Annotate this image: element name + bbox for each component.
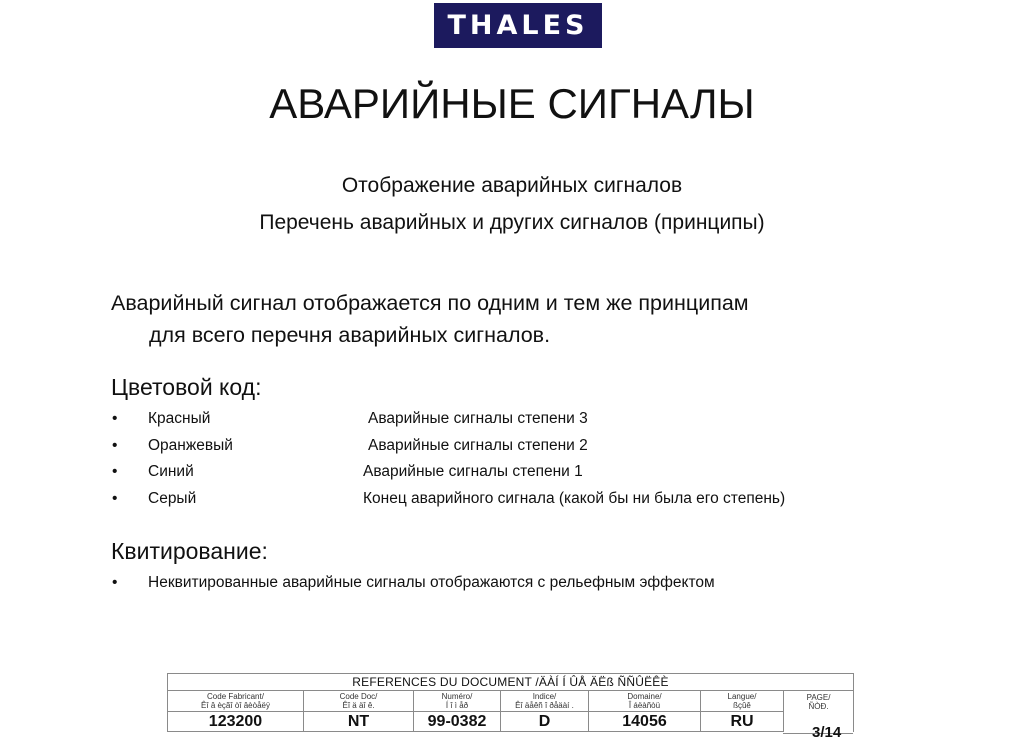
color-code-heading: Цветовой код: <box>111 374 262 400</box>
ref-label-line1: Numéro/ <box>441 692 473 701</box>
bullet-icon: • <box>112 490 118 507</box>
color-label: Серый <box>148 490 197 507</box>
ref-label-line2: Êî ä äî ê. <box>342 701 375 710</box>
ref-label-line1: Langue/ <box>727 692 757 701</box>
acknowledgement-text: Неквитированные аварийные сигналы отображаются с рельефным эффектом <box>148 574 715 591</box>
subtitle-list: Перечень аварийных и других сигналов (принципы) <box>259 211 765 234</box>
bullet-icon: • <box>112 463 118 480</box>
ref-value-doc-code: NT <box>304 712 414 732</box>
ref-label-line2: Êî äåêñ î ðåäàí . <box>515 701 574 710</box>
ref-value-index: D <box>501 712 589 732</box>
color-label: Красный <box>148 410 211 427</box>
color-description: Аварийные сигналы степени 3 <box>368 410 588 427</box>
subtitle-display: Отображение аварийных сигналов <box>341 174 683 197</box>
thales-logo <box>434 3 602 48</box>
bullet-icon: • <box>112 410 118 427</box>
ref-label-line1: PAGE/ <box>806 693 831 702</box>
color-label: Синий <box>148 463 194 480</box>
ref-label-doc-code <box>304 691 414 712</box>
color-code-item <box>112 410 912 432</box>
ref-label-line2: Í î ì åð <box>445 701 469 710</box>
ref-label-number <box>414 691 501 712</box>
color-description: Аварийные сигналы степени 2 <box>368 437 588 454</box>
ref-label-index <box>501 691 589 712</box>
ref-value-number: 99-0382 <box>414 712 501 732</box>
color-code-item <box>112 490 912 512</box>
ref-label-line2: Î áëàñòü <box>628 701 661 710</box>
ref-label-line2: Êî â èçãî òî âèòåëÿ <box>201 701 270 710</box>
color-code-item <box>112 437 912 459</box>
bullet-icon: • <box>112 574 118 591</box>
ref-label-line2: ÑÒÐ. <box>808 702 829 711</box>
acknowledgement-item <box>112 574 912 596</box>
ref-label-line1: Domaine/ <box>627 692 662 701</box>
document-references-table <box>167 673 854 732</box>
color-label: Оранжевый <box>148 437 233 454</box>
ref-label-line1: Code Doc/ <box>339 692 378 701</box>
color-description: Аварийные сигналы степени 1 <box>363 463 583 480</box>
ref-label-manufacturer <box>168 691 304 712</box>
ref-label-line1: Code Fabricant/ <box>207 692 264 701</box>
intro-line-2: для всего перечня аварийных сигналов. <box>149 323 551 347</box>
ref-label-line2: ßçûê <box>733 701 751 710</box>
references-header: REFERENCES DU DOCUMENT /ÄÀÍ Í ÛÅ ÄËß ÑÑÛËÊÈ <box>168 674 854 691</box>
page-number: 3/14 <box>812 724 842 741</box>
intro-paragraph <box>111 287 911 351</box>
page-title: АВАРИЙНЫЕ СИГНАЛЫ <box>269 80 755 127</box>
bullet-icon: • <box>112 437 118 454</box>
ref-label-line1: Indice/ <box>532 692 557 701</box>
ref-label-language <box>701 691 784 712</box>
color-code-item <box>112 463 912 485</box>
ref-value-manufacturer: 123200 <box>168 712 304 732</box>
ref-value-domain: 14056 <box>589 712 701 732</box>
intro-line-1: Аварийный сигнал отображается по одним и тем же принципам <box>111 291 749 315</box>
ref-label-domain <box>589 691 701 712</box>
ref-value-language: RU <box>701 712 784 732</box>
color-description: Конец аварийного сигнала (какой бы ни была его степень) <box>363 490 786 507</box>
logo-text: THALES <box>447 10 589 41</box>
acknowledgement-heading: Квитирование: <box>111 538 268 564</box>
